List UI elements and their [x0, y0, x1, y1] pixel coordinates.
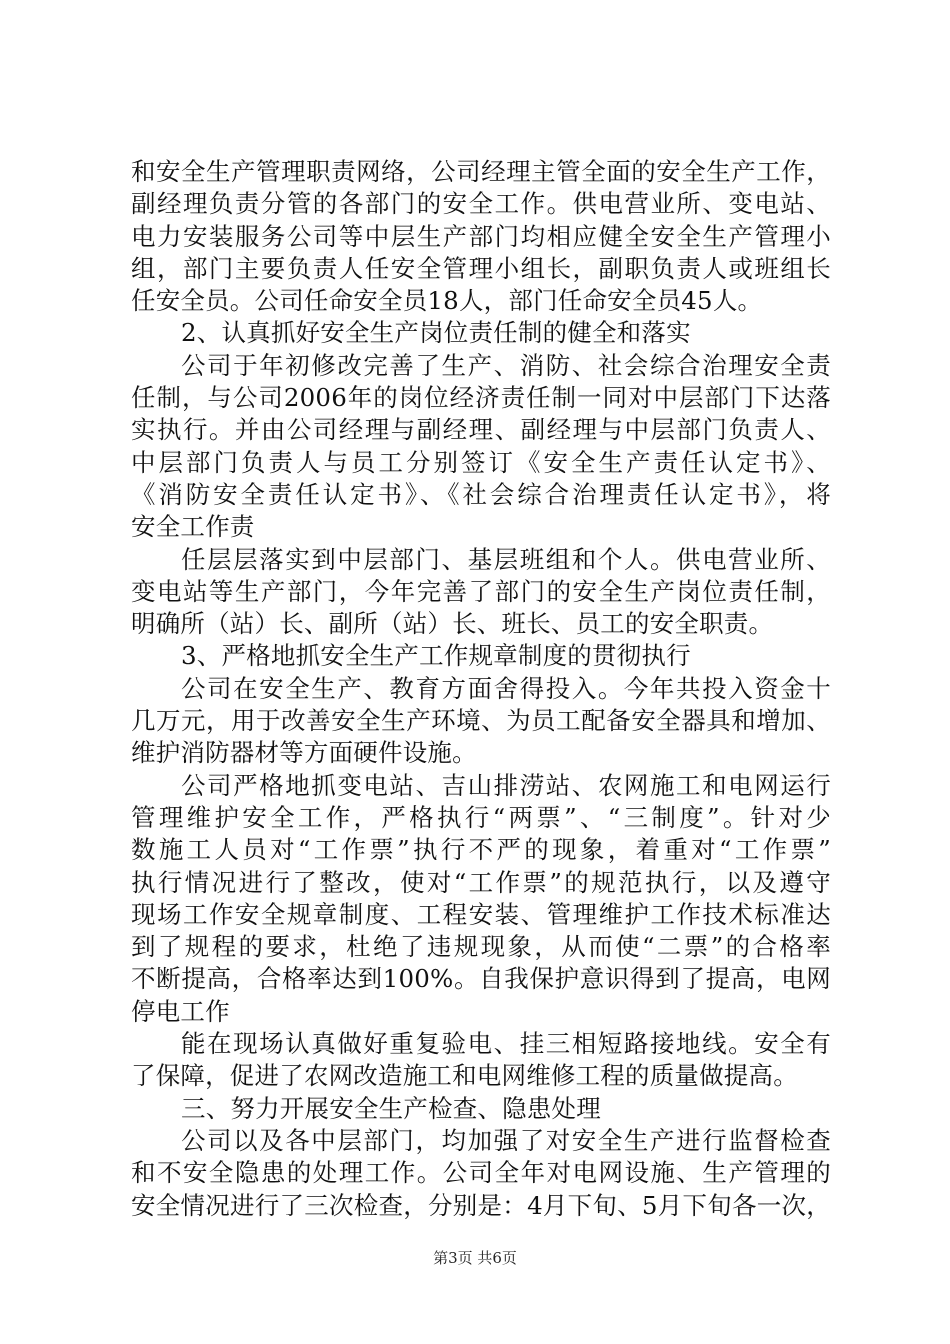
section-heading: 2、认真抓好安全生产岗位责任制的健全和落实	[181, 318, 691, 348]
text-line: 中层部门负责人与员工分别签订《安全生产责任认定书》、	[131, 447, 831, 477]
body-text	[131, 156, 831, 1222]
text-line: 不断提高，合格率达到100%。自我保护意识得到了提高，电网	[131, 964, 831, 994]
text-line: 电力安装服务公司等中层生产部门均相应健全安全生产管理小	[131, 221, 831, 251]
text-line: 停电工作	[131, 996, 230, 1026]
text-line: 任制，与公司2006年的岗位经济责任制一同对中层部门下达落	[131, 383, 831, 413]
text-line: 维护消防器材等方面硬件设施。	[131, 738, 477, 768]
text-line: 变电站等生产部门，今年完善了部门的安全生产岗位责任制，	[131, 576, 831, 606]
text-line: 和不安全隐患的处理工作。公司全年对电网设施、生产管理的	[131, 1158, 831, 1188]
text-line: 安全工作责	[131, 512, 255, 542]
text-line: 几万元，用于改善安全生产环境、为员工配备安全器具和增加、	[131, 706, 831, 736]
text-line: 安全情况进行了三次检查，分别是：4月下旬、5月下旬各一次，	[131, 1190, 831, 1220]
text-line: 管理维护安全工作，严格执行“两票”、“三制度”。针对少	[131, 802, 831, 832]
section-heading: 3、严格地抓安全生产工作规章制度的贯彻执行	[181, 641, 691, 671]
text-line: 《消防安全责任认定书》、《社会综合治理责任认定书》，将	[131, 479, 831, 509]
text-line: 到了规程的要求，杜绝了违规现象，从而使“二票”的合格率	[131, 932, 831, 962]
text-line: 明确所（站）长、副所（站）长、班长、员工的安全职责。	[131, 609, 774, 639]
text-line: 实执行。并由公司经理与副经理、副经理与中层部门负责人、	[131, 415, 831, 445]
text-line: 副经理负责分管的各部门的安全工作。供电营业所、变电站、	[131, 189, 831, 219]
text-line: 能在现场认真做好重复验电、挂三相短路接地线。安全有	[181, 1029, 831, 1059]
text-line: 执行情况进行了整改，使对“工作票”的规范执行，以及遵守	[131, 867, 831, 897]
text-line: 任层层落实到中层部门、基层班组和个人。供电营业所、	[181, 544, 831, 574]
section-heading: 三、努力开展安全生产检查、隐患处理	[181, 1093, 601, 1123]
text-line: 公司以及各中层部门，均加强了对安全生产进行监督检查	[181, 1125, 831, 1155]
text-line: 公司严格地抓变电站、吉山排涝站、农网施工和电网运行	[181, 770, 831, 800]
text-line: 和安全生产管理职责网络，公司经理主管全面的安全生产工作，	[131, 157, 831, 186]
text-line: 公司在安全生产、教育方面舍得投入。今年共投入资金十	[181, 673, 831, 703]
text-line: 任安全员。公司任命安全员18人，部门任命安全员45人。	[131, 286, 763, 316]
page-number-footer: 第3页 共6页	[433, 1249, 517, 1267]
text-line: 现场工作安全规章制度、工程安装、管理维护工作技术标准达	[131, 899, 831, 929]
text-line: 公司于年初修改完善了生产、消防、社会综合治理安全责	[181, 350, 831, 380]
text-line: 数施工人员对“工作票”执行不严的现象，着重对“工作票”	[131, 835, 831, 865]
text-line: 了保障，促进了农网改造施工和电网维修工程的质量做提高。	[131, 1061, 798, 1091]
text-line: 组，部门主要负责人任安全管理小组长，副职负责人或班组长	[131, 253, 831, 283]
